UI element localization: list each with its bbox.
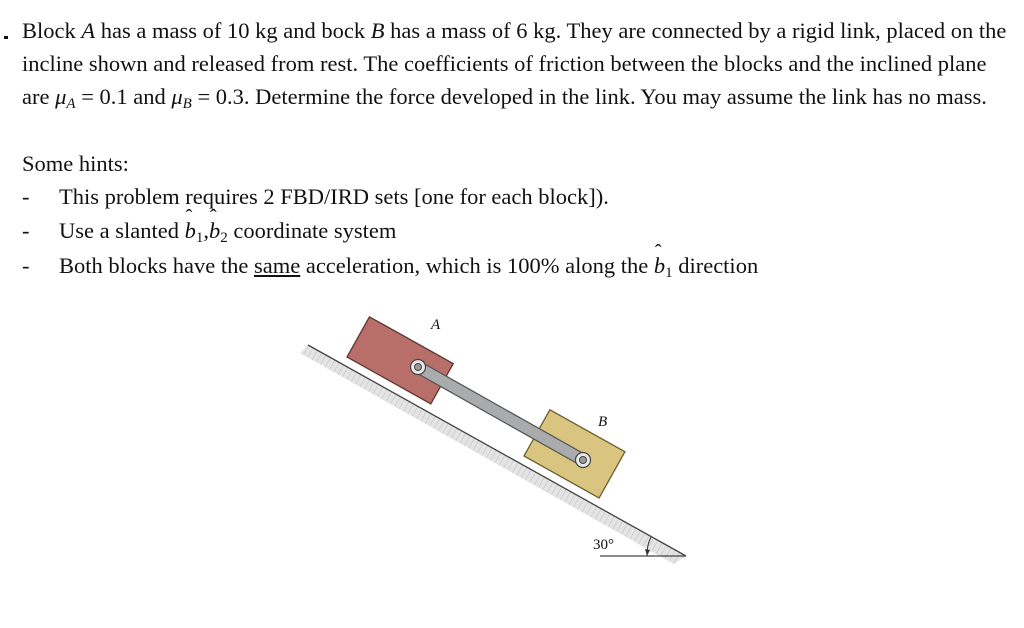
label-b: B bbox=[598, 414, 608, 430]
block-b-symbol: B bbox=[370, 18, 385, 43]
angle-arrow bbox=[645, 549, 650, 556]
b1-unit-vector: ˆ b bbox=[654, 249, 665, 282]
b2-unit-vector: ˆ b bbox=[209, 214, 220, 247]
mu-a-symbol: $\mu_A$ bbox=[55, 84, 76, 112]
incline-diagram bbox=[300, 300, 700, 570]
hints-title: Some hints: bbox=[22, 151, 129, 176]
hint-item-2: - Use a slanted ˆ $b_1,ˆ$ $b_2$ coordinate system bbox=[22, 214, 396, 247]
incline-surface bbox=[308, 345, 686, 556]
bullet-marker bbox=[4, 36, 8, 39]
b1-unit-vector: ˆ b bbox=[185, 214, 196, 247]
mu-b-symbol: $\mu_B$ bbox=[171, 84, 192, 112]
incline-ground bbox=[300, 345, 686, 564]
rigid-link-fill bbox=[418, 367, 583, 460]
problem-statement: Block A has a mass of 10 kg and bock B has a mass of 6 kg. They are connected by a rigid link, placed on the incline shown and released from rest. The coefficients of friction between the blocks and the inclined plane are $\mu_A = 0.1$ and $\mu_B = 0.3$. Determine the force developed in the link. You may assume the link has no mass. bbox=[22, 18, 1007, 112]
angle-label: 30° bbox=[593, 537, 614, 553]
block-a-symbol: A bbox=[81, 18, 96, 43]
hint-item-1: - This problem requires 2 FBD/IRD sets [one for each block]). bbox=[22, 184, 609, 209]
label-a: A bbox=[431, 317, 441, 333]
hint-item-3: - Both blocks have the same acceleration, which is 100% along the ˆ $b_1$ direction bbox=[22, 249, 758, 282]
